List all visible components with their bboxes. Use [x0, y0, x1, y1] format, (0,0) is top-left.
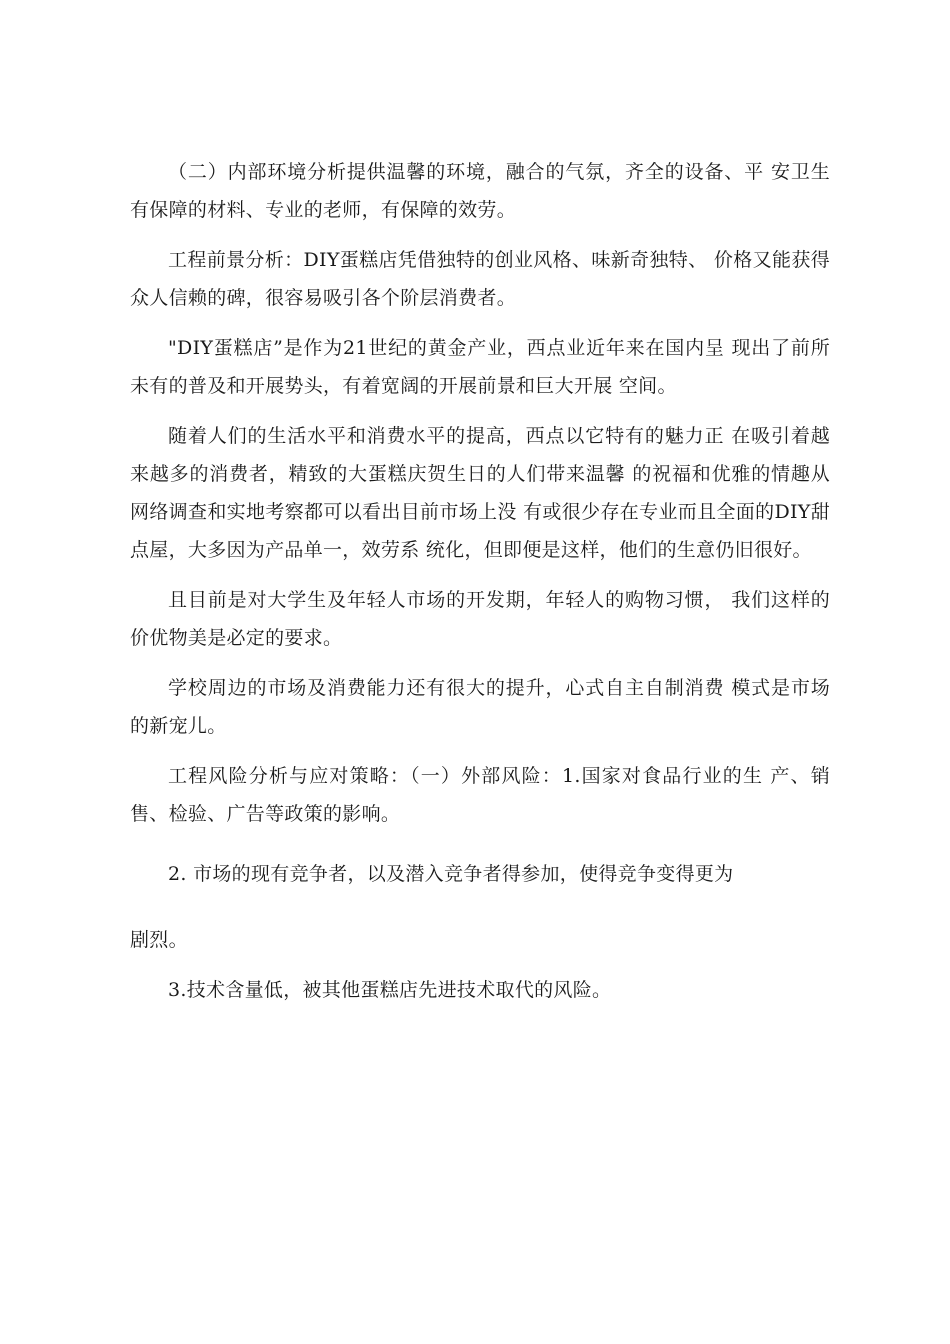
document-body	[130, 153, 830, 1009]
paragraph-competition-risk: 2. 市场的现有竞争者，以及潜入竞争者得参加，使得竞争变得更为	[168, 863, 734, 885]
paragraph-living-standards: 随着人们的生活水平和消费水平的提高，西点以它特有的魅力正 在吸引着越来越多的消费者，精致的大蛋糕庆贺生日的人们带来温馨 的祝福和优雅的情趣从网络调查和实地考察都可以看出目前市场上没 有或很少存在专业而且全面的DIY甜点屋，大多因为产品单一，效劳系 统化，但即便是这样，他们的生意仍旧很好。	[130, 425, 830, 561]
paragraph-campus-market: 学校周边的市场及消费能力还有很大的提升，心式自主自制消费 模式是市场的新宠儿。	[130, 677, 830, 737]
paragraph-technology-risk: 3.技术含量低，被其他蛋糕店先进技术取代的风险。	[168, 979, 612, 1001]
paragraph-risk-analysis: 工程风险分析与应对策略：（一）外部风险：1.国家对食品行业的生 产、销售、检验、广告等政策的影响。	[130, 765, 830, 825]
paragraph-youth-market: 且目前是对大学生及年轻人市场的开发期，年轻人的购物习惯， 我们这样的价优物美是必定的要求。	[130, 589, 830, 649]
paragraph-golden-industry: "DIY蛋糕店”是作为21世纪的黄金产业，西点业近年来在国内呈 现出了前所未有的普及和开展势头，有着宽阔的开展前景和巨大开展 空间。	[130, 337, 830, 397]
paragraph-project-prospect: 工程前景分析：DIY蛋糕店凭借独特的创业风格、味新奇独特、 价格又能获得众人信赖的碑，很容易吸引各个阶层消费者。	[130, 249, 830, 309]
paragraph-internal-environment: （二）内部环境分析提供温馨的环境，融合的气氛，齐全的设备、平 安卫生有保障的材料、专业的老师，有保障的效劳。	[130, 161, 830, 221]
paragraph-continuation: 剧烈。	[130, 929, 188, 951]
